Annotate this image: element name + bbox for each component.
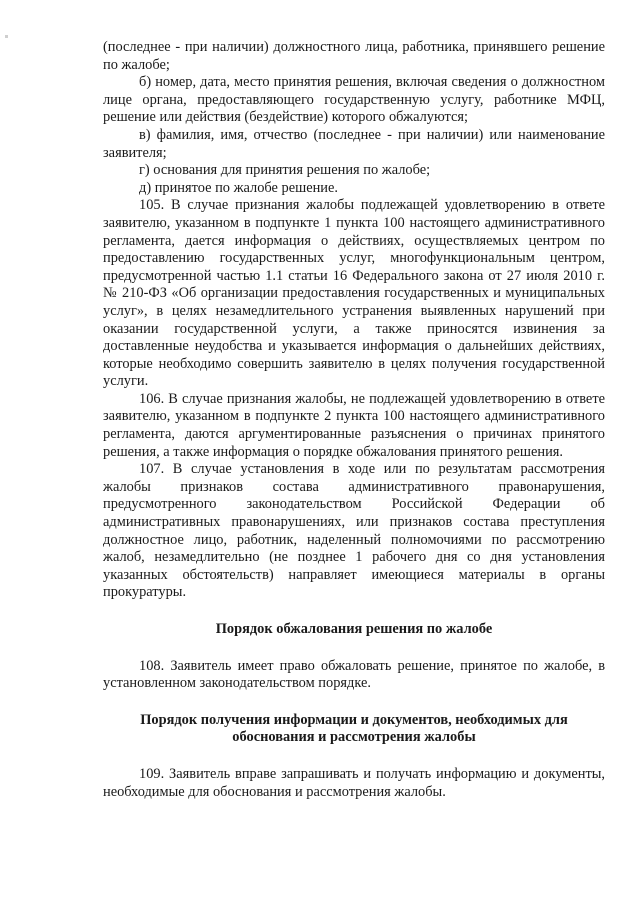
paragraph-106: 106. В случае признания жалобы, не подлежащей удовлетворению в ответе заявителю, указанном в подпункте 2 пункта 100 настоящего административного регламента, даются аргументированные разъяснения о причинах принятого решения, а также информация о порядке обжалования принятого решения. [103,390,605,460]
paragraph-item-v: в) фамилия, имя, отчество (последнее - при наличии) или наименование заявителя; [103,126,605,161]
document-body [103,39,605,801]
paragraph-item-b: б) номер, дата, место принятия решения, включая сведения о должностном лице органа, предоставляющего государственную услугу, работнике МФЦ, решение или действия (бездействие) которого обжалуются; [103,74,605,126]
paragraph-107: 107. В случае установления в ходе или по результатам рассмотрения жалобы признаков состава административного правонарушения, предусмотренного законодательством Российской Федерации об административных правонарушениях, или признаков состава преступления должностное лицо, работник, наделенный полномочиями по рассмотрению жалоб, незамедлительно (не позднее 1 рабочего дня со дня установления указанных обстоятельств) направляет имеющиеся материалы в органы прокуратуры. [103,461,605,601]
scan-edge-mark [5,35,8,38]
paragraph-item-d: д) принятое по жалобе решение. [139,179,338,196]
section-heading-appeal: Порядок обжалования решения по жалобе [215,621,493,637]
paragraph-item-g: г) основания для принятия решения по жалобе; [139,162,431,179]
paragraph-109: 109. Заявитель вправе запрашивать и получать информацию и документы, необходимые для обоснования и рассмотрения жалобы. [103,765,605,800]
paragraph-105: 105. В случае признания жалобы подлежащей удовлетворению в ответе заявителю, указанном в подпункте 1 пункта 100 настоящего административного регламента, дается информация о действиях, осуществляемых центром по предоставлению государственных услуг, многофункциональным центром, предусмотренной частью 1.1 статьи 16 Федерального закона от 27 июля 2010 г. № 210-ФЗ «Об организации предоставления государственных и муниципальных услуг», в целях незамедлительного устранения выявленных нарушений при оказании государственной услуги, а также приносятся извинения за доставленные неудобства и указывается информация о дальнейших действиях, которые необходимо совершить заявителю в целях получения государственной услуги. [103,197,605,390]
paragraph-108: 108. Заявитель имеет право обжаловать решение, принятое по жалобе, в установленном законодательством порядке. [103,657,605,692]
paragraph-continuation: (последнее - при наличии) должностного лица, работника, принявшего решение по жалобе; [103,39,605,73]
section-heading-information: Порядок получения информации и документов, необходимых для обоснования и рассмотрения жалобы [140,711,568,746]
